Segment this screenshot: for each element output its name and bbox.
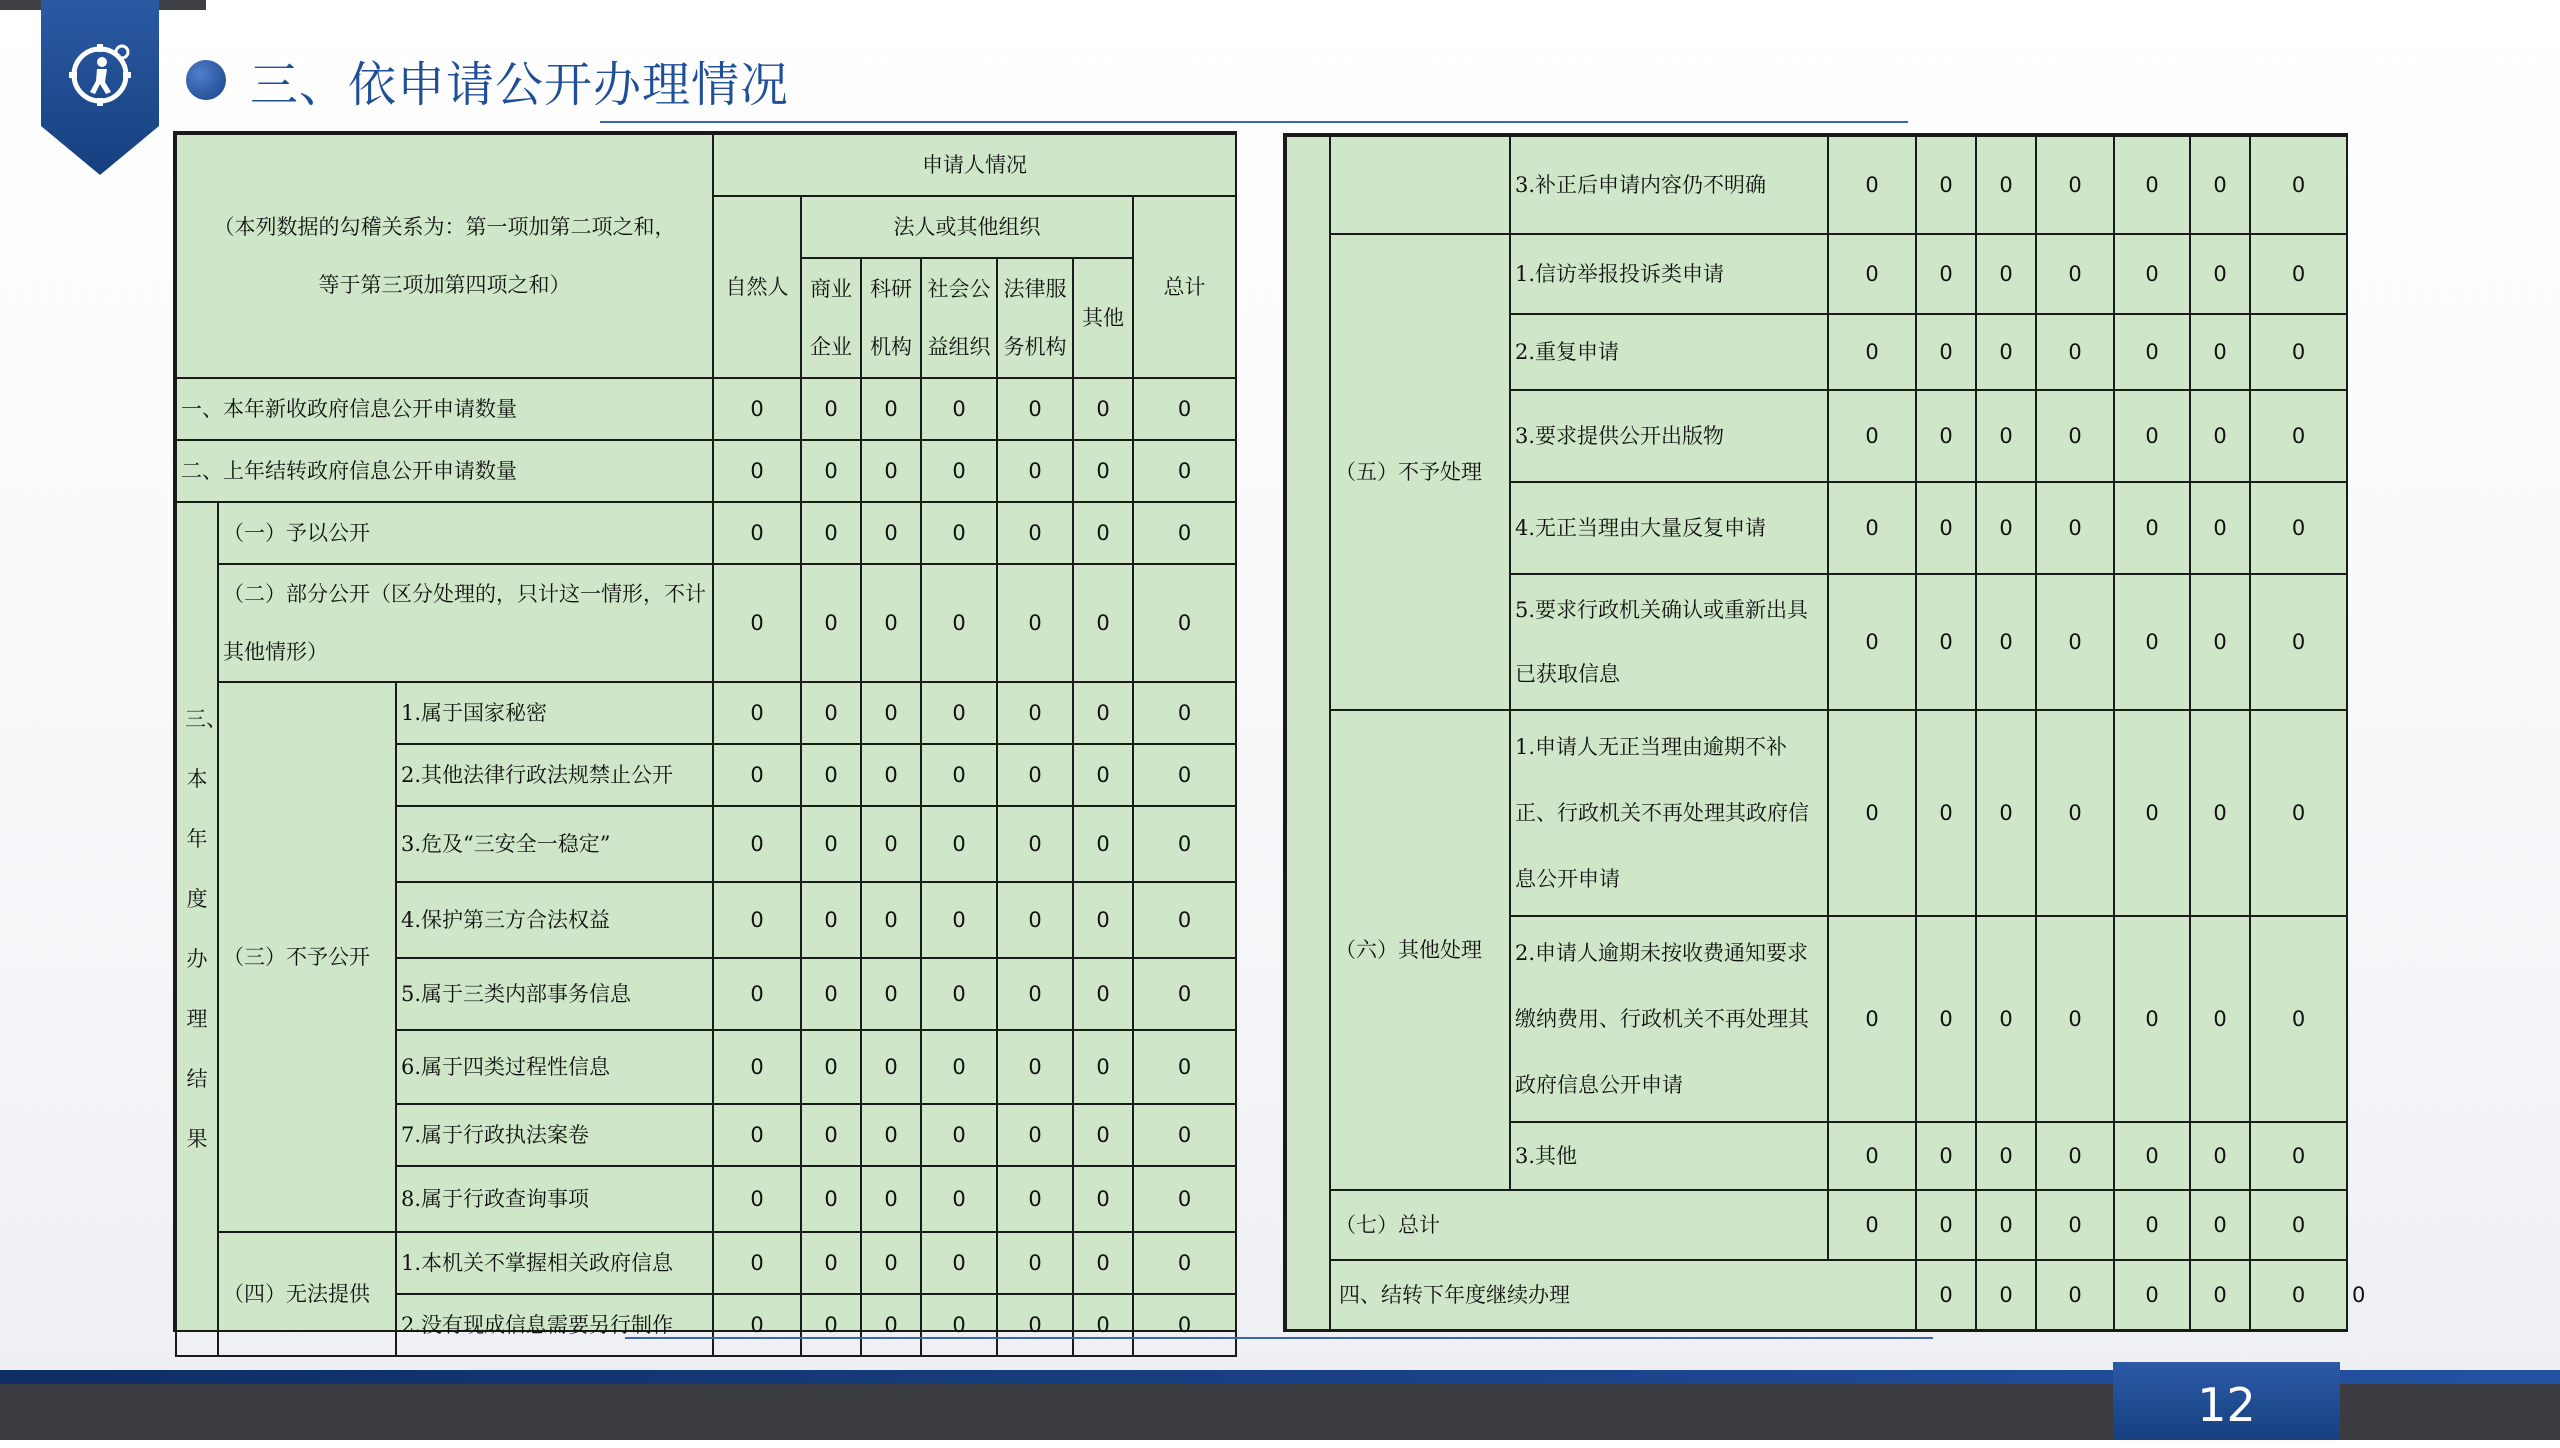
count-cell: 0	[713, 744, 801, 806]
legal-org-header: 法人或其他组织	[801, 196, 1133, 258]
count-cell: 0	[921, 806, 997, 882]
note-line-1: （本列数据的勾稽关系为：第一项加第二项之和，	[213, 215, 676, 239]
row-label: 4.无正当理由大量反复申请	[1510, 482, 1828, 574]
count-cell: 0	[2190, 916, 2250, 1122]
count-cell: 0	[861, 806, 921, 882]
count-cell: 0	[2114, 710, 2190, 916]
count-cell: 0	[1133, 682, 1236, 744]
count-cell: 0	[2190, 482, 2250, 574]
count-cell: 0	[801, 744, 861, 806]
count-cell: 0	[921, 744, 997, 806]
count-cell: 0	[1828, 390, 1916, 482]
count-cell: 0	[1976, 710, 2036, 916]
count-cell: 0	[1828, 314, 1916, 390]
count-cell: 0	[1133, 1232, 1236, 1294]
count-cell: 0	[2190, 1260, 2250, 1330]
row-label: 1.信访举报投诉类申请	[1510, 234, 1828, 314]
count-cell: 0	[1828, 482, 1916, 574]
count-cell: 0	[713, 1030, 801, 1104]
count-cell: 0	[997, 682, 1073, 744]
count-cell: 0	[1916, 710, 1976, 916]
count-cell: 0	[1133, 1166, 1236, 1232]
count-cell: 0	[713, 1232, 801, 1294]
note-cell	[176, 134, 713, 378]
count-cell: 0	[801, 882, 861, 958]
count-cell: 0	[2114, 482, 2190, 574]
count-cell: 0	[1133, 564, 1236, 682]
empty-group-cell	[1330, 136, 1510, 234]
count-cell: 0	[2036, 482, 2114, 574]
count-cell: 0	[1976, 482, 2036, 574]
count-cell: 0	[921, 1166, 997, 1232]
row-label: 二、上年结转政府信息公开申请数量	[176, 440, 713, 502]
business-header: 商业企业	[801, 258, 861, 378]
count-cell: 0	[1073, 1166, 1133, 1232]
count-cell: 0	[713, 682, 801, 744]
count-cell: 0	[997, 564, 1073, 682]
table-row	[176, 1232, 1236, 1294]
count-cell: 0	[801, 1104, 861, 1166]
count-cell: 0	[921, 1030, 997, 1104]
count-cell: 0	[2250, 1190, 2347, 1260]
count-cell: 0	[1073, 744, 1133, 806]
count-cell: 0	[921, 882, 997, 958]
count-cell: 0	[997, 378, 1073, 440]
count-cell: 0	[801, 1294, 861, 1356]
row-label: 5.要求行政机关确认或重新出具已获取信息	[1510, 574, 1828, 710]
count-cell: 0	[2036, 1190, 2114, 1260]
count-cell: 0	[1073, 564, 1133, 682]
table-row	[176, 440, 1236, 502]
row-label: 2.没有现成信息需要另行制作	[396, 1294, 713, 1356]
left-table	[175, 133, 1237, 1357]
count-cell: 0	[713, 440, 801, 502]
count-cell: 0	[921, 1232, 997, 1294]
count-cell: 0	[861, 958, 921, 1030]
right-table-panel	[1283, 133, 2366, 1332]
count-cell: 0	[1133, 1104, 1236, 1166]
group-label: （六）其他处理	[1330, 710, 1510, 1190]
count-cell: 0	[1073, 806, 1133, 882]
count-cell: 0	[2250, 916, 2347, 1122]
row-label: 3.危及“三安全一稳定”	[396, 806, 713, 882]
count-cell: 0	[861, 378, 921, 440]
count-cell: 0	[2250, 314, 2347, 390]
table-row	[176, 502, 1236, 564]
count-cell: 0	[801, 564, 861, 682]
count-cell: 0	[713, 958, 801, 1030]
count-cell: 0	[801, 440, 861, 502]
count-cell: 0	[861, 882, 921, 958]
count-cell: 0	[2250, 574, 2347, 710]
left-table-panel	[173, 131, 1237, 1337]
count-cell: 0	[1916, 1260, 1976, 1330]
count-cell: 0	[801, 378, 861, 440]
table-row: 四、结转下年度继续办理 0 0 0 0 0 0 0	[1286, 1260, 2347, 1330]
count-cell: 0	[2250, 1260, 2347, 1330]
count-cell: 0	[1133, 958, 1236, 1030]
count-cell: 0	[1976, 1122, 2036, 1190]
count-cell: 0	[997, 1166, 1073, 1232]
count-cell: 0	[1828, 710, 1916, 916]
count-cell: 0	[2036, 234, 2114, 314]
count-cell: 0	[1916, 136, 1976, 234]
count-cell: 0	[2114, 390, 2190, 482]
count-cell: 0	[1976, 234, 2036, 314]
count-cell: 0	[997, 1232, 1073, 1294]
section-badge	[41, 0, 159, 175]
social-header: 社会公益组织	[921, 258, 997, 378]
section-3-continuation	[1286, 136, 1330, 1330]
count-cell: 0	[921, 564, 997, 682]
table-row	[1286, 1190, 2347, 1260]
count-cell: 0	[1916, 574, 1976, 710]
row-label: 一、本年新收政府信息公开申请数量	[176, 378, 713, 440]
count-cell: 0	[713, 564, 801, 682]
research-header: 科研机构	[861, 258, 921, 378]
count-cell: 0	[861, 1232, 921, 1294]
count-cell: 0	[861, 1030, 921, 1104]
count-cell: 0	[2114, 1260, 2190, 1330]
count-cell: 0	[1133, 1294, 1236, 1356]
count-cell: 0	[2250, 710, 2347, 916]
count-cell: 0	[1073, 1104, 1133, 1166]
count-cell: 0	[2250, 234, 2347, 314]
count-cell: 0	[1073, 1294, 1133, 1356]
count-cell: 0	[801, 1166, 861, 1232]
note-line-2: 等于第三项加第四项之和）	[318, 273, 571, 297]
count-cell: 0	[1916, 482, 1976, 574]
row-label: （七）总计	[1330, 1190, 1828, 1260]
footer-underline	[625, 1337, 1933, 1339]
count-cell: 0	[861, 1294, 921, 1356]
row-label: 2.申请人逾期未按收费通知要求缴纳费用、行政机关不再处理其政府信息公开申请	[1510, 916, 1828, 1122]
count-cell: 0	[1976, 1260, 2036, 1330]
count-cell: 0	[1976, 574, 2036, 710]
count-cell: 0	[2114, 1190, 2190, 1260]
count-cell: 0	[713, 378, 801, 440]
count-cell: 0	[2036, 574, 2114, 710]
count-cell: 0	[713, 882, 801, 958]
count-cell: 0	[2114, 574, 2190, 710]
group-label: （四）无法提供	[218, 1232, 396, 1356]
count-cell: 0	[997, 744, 1073, 806]
count-cell: 0	[2250, 1122, 2347, 1190]
count-cell: 0	[921, 682, 997, 744]
table-row	[176, 564, 1236, 682]
count-cell: 0	[1133, 744, 1236, 806]
count-cell: 0	[2190, 1190, 2250, 1260]
count-cell: 0	[713, 1166, 801, 1232]
count-cell: 0	[1828, 574, 1916, 710]
count-cell: 0	[2250, 482, 2347, 574]
count-cell: 0	[921, 1104, 997, 1166]
table-row	[176, 378, 1236, 440]
row-label: 3.补正后申请内容仍不明确	[1510, 136, 1828, 234]
total-header: 总计	[1133, 196, 1236, 378]
count-cell: 0	[921, 958, 997, 1030]
count-cell: 0	[1976, 136, 2036, 234]
count-cell: 0	[1828, 1190, 1916, 1260]
count-cell: 0	[2250, 390, 2347, 482]
right-table	[1285, 135, 2366, 1331]
other-header: 其他	[1073, 258, 1133, 378]
count-cell: 0	[2036, 710, 2114, 916]
count-cell: 0	[713, 1104, 801, 1166]
count-cell: 0	[1916, 234, 1976, 314]
count-cell: 0	[1828, 1122, 1916, 1190]
count-cell: 0	[997, 440, 1073, 502]
count-cell: 0	[713, 806, 801, 882]
count-cell: 0	[997, 882, 1073, 958]
row-label: 1.属于国家秘密	[396, 682, 713, 744]
count-cell: 0	[1976, 916, 2036, 1122]
title-underline	[600, 121, 1908, 123]
count-cell: 0	[1073, 440, 1133, 502]
count-cell: 0	[997, 806, 1073, 882]
page-title: 三、依申请公开办理情况	[250, 57, 790, 113]
count-cell: 0	[1828, 916, 1916, 1122]
count-cell: 0	[801, 806, 861, 882]
count-cell: 0	[1133, 440, 1236, 502]
row-label: 1.申请人无正当理由逾期不补正、行政机关不再处理其政府信息公开申请	[1510, 710, 1828, 916]
count-cell: 0	[2190, 574, 2250, 710]
count-cell: 0	[2190, 1122, 2250, 1190]
count-cell: 0	[861, 682, 921, 744]
row-label: （二）部分公开（区分处理的，只计这一情形，不计其他情形）	[218, 564, 713, 682]
count-cell: 0	[1916, 390, 1976, 482]
count-cell: 0	[1828, 136, 1916, 234]
count-cell: 0	[861, 1104, 921, 1166]
count-cell: 0	[997, 958, 1073, 1030]
count-cell: 0	[2036, 1260, 2114, 1330]
count-cell: 0	[1073, 682, 1133, 744]
count-cell: 0	[997, 502, 1073, 564]
row-label: 2.重复申请	[1510, 314, 1828, 390]
count-cell: 0	[2250, 136, 2347, 234]
count-cell: 0	[1976, 314, 2036, 390]
count-cell: 0	[997, 1294, 1073, 1356]
count-cell: 0	[2036, 314, 2114, 390]
count-cell: 0	[1133, 378, 1236, 440]
count-cell: 0	[1916, 916, 1976, 1122]
count-cell: 0	[713, 1294, 801, 1356]
count-cell: 0	[2190, 390, 2250, 482]
row-label: （一）予以公开	[218, 502, 713, 564]
count-cell: 0	[2114, 314, 2190, 390]
count-cell: 0	[2114, 234, 2190, 314]
page-number: 12	[2113, 1362, 2340, 1440]
count-cell: 0	[1073, 1232, 1133, 1294]
count-cell: 0	[1073, 1030, 1133, 1104]
count-cell: 0	[861, 1166, 921, 1232]
gear-person-icon	[67, 42, 133, 108]
group-label: （三）不予公开	[218, 682, 396, 1232]
count-cell: 0	[861, 502, 921, 564]
count-cell: 0	[861, 564, 921, 682]
count-cell: 0	[801, 682, 861, 744]
count-cell: 0	[713, 502, 801, 564]
count-cell: 0	[2114, 916, 2190, 1122]
title-bullet	[186, 60, 226, 100]
count-cell: 0	[1073, 378, 1133, 440]
table-row	[1286, 234, 2347, 314]
count-cell: 0	[1976, 390, 2036, 482]
row-label: 7.属于行政执法案卷	[396, 1104, 713, 1166]
table-row	[176, 682, 1236, 744]
count-cell: 0	[2036, 136, 2114, 234]
count-cell: 0	[997, 1104, 1073, 1166]
count-cell: 0	[861, 744, 921, 806]
row-label: 2.其他法律行政法规禁止公开	[396, 744, 713, 806]
count-cell: 0	[1073, 882, 1133, 958]
row-label: 5.属于三类内部事务信息	[396, 958, 713, 1030]
count-cell: 0	[1133, 806, 1236, 882]
count-cell: 0	[1073, 502, 1133, 564]
row-label: 四、结转下年度继续办理	[1330, 1260, 1916, 1330]
count-cell: 0	[1133, 882, 1236, 958]
count-cell: 0	[2190, 234, 2250, 314]
count-cell: 0	[1916, 1190, 1976, 1260]
section-3-label: 三、本年度办理结果	[176, 502, 218, 1356]
count-cell: 0	[1916, 1122, 1976, 1190]
count-cell: 0	[801, 1232, 861, 1294]
table-row	[1286, 136, 2347, 234]
count-cell: 0	[1133, 1030, 1236, 1104]
count-cell: 0	[861, 440, 921, 502]
count-cell: 0	[801, 958, 861, 1030]
count-cell: 0	[801, 502, 861, 564]
count-cell: 0	[921, 502, 997, 564]
count-cell: 0	[1976, 1190, 2036, 1260]
count-cell: 0	[1133, 502, 1236, 564]
count-cell: 0	[921, 378, 997, 440]
applicant-header: 申请人情况	[713, 134, 1236, 196]
count-cell: 0	[2036, 916, 2114, 1122]
count-cell: 0	[2114, 1122, 2190, 1190]
count-cell: 0	[1916, 314, 1976, 390]
table-row	[1286, 710, 2347, 916]
natural-person-header: 自然人	[713, 196, 801, 378]
row-label: 3.要求提供公开出版物	[1510, 390, 1828, 482]
row-label: 1.本机关不掌握相关政府信息	[396, 1232, 713, 1294]
count-cell: 0	[2190, 314, 2250, 390]
count-cell: 0	[1073, 958, 1133, 1030]
row-label: 3.其他	[1510, 1122, 1828, 1190]
count-cell: 0	[921, 440, 997, 502]
count-cell: 0	[2036, 390, 2114, 482]
count-cell: 0	[2190, 710, 2250, 916]
row-label: 4.保护第三方合法权益	[396, 882, 713, 958]
group-label: （五）不予处理	[1330, 234, 1510, 710]
count-cell: 0	[997, 1030, 1073, 1104]
count-cell: 0	[2190, 136, 2250, 234]
law-header: 法律服务机构	[997, 258, 1073, 378]
count-cell: 0	[801, 1030, 861, 1104]
count-cell: 0	[1828, 234, 1916, 314]
count-cell: 0	[921, 1294, 997, 1356]
row-label: 8.属于行政查询事项	[396, 1166, 713, 1232]
count-cell: 0	[2114, 136, 2190, 234]
row-label: 6.属于四类过程性信息	[396, 1030, 713, 1104]
count-cell: 0	[2036, 1122, 2114, 1190]
